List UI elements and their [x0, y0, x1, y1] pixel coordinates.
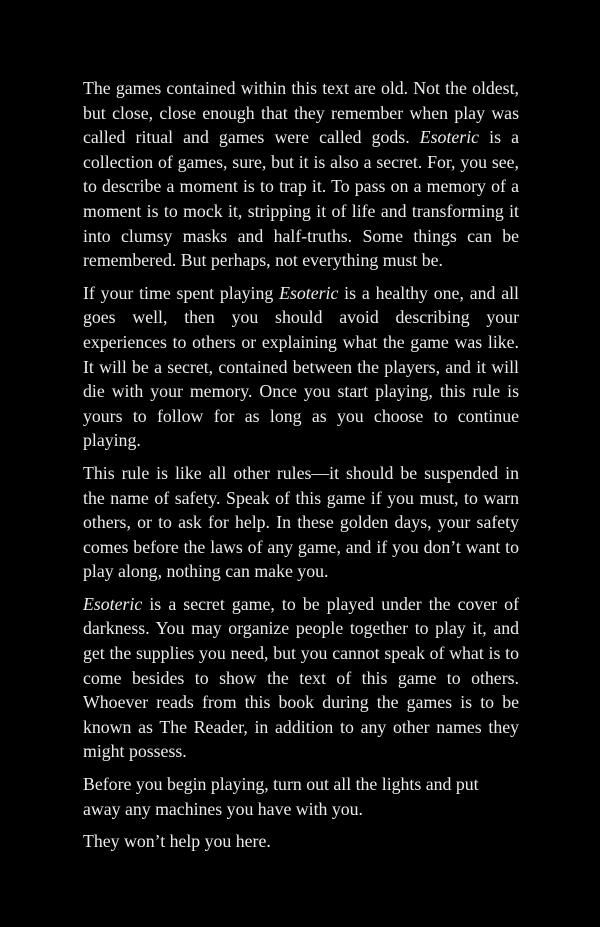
paragraph-intro [83, 76, 519, 273]
game-title-italic: Esoteric [419, 127, 480, 148]
paragraph-text: is a healthy one, and all goes well, then you should avoid describing your experiences to others or explaining what the game was like. It will be a secret, contained between the players, and it will die with your memory. Once you start playing, this rule is yours to follow for as long as you choose to continue playing. [83, 282, 519, 451]
book-page [83, 76, 519, 862]
paragraph-closing [83, 829, 519, 854]
paragraph-safety [83, 461, 519, 584]
paragraph-text: This rule is like all other rules—it should be suspended in the name of safety. Speak of this game if you must, to warn others, or to ask for help. In these golden days, your safety comes before the laws of any game, and if you don’t want to play along, nothing can make you. [83, 462, 519, 582]
paragraph-text: Before you begin playing, turn out all the lights and put away any machines you have with you. [83, 774, 479, 819]
paragraph-darkness [83, 592, 519, 764]
paragraph-text: If your time spent playing [83, 282, 280, 303]
paragraph-secrecy-rule [83, 281, 519, 453]
paragraph-text: The games contained within this text are old. Not the oldest, but close, close enough that they remember when play was called ritual and games were called gods. [83, 78, 519, 148]
game-title-italic: Esoteric [83, 593, 143, 614]
paragraph-text: is a collection of games, sure, but it is also a secret. For, you see, to describe a moment is to trap it. To pass on a memory of a moment is to mock it, stripping it of life and transforming it into clumsy masks and half-truths. Some things can be remembered. But perhaps, not everything must be. [83, 127, 519, 271]
paragraph-lights [83, 772, 519, 821]
paragraph-text: is a secret game, to be played under the cover of darkness. You may organize people together to play it, and get the supplies you need, but you cannot speak of what is to come besides to show the text of this game to others. Whoever reads from this book during the games is to be known as The Reader, in addition to any other names they might possess. [83, 593, 519, 762]
game-title-italic: Esoteric [279, 282, 339, 303]
paragraph-text: They won’t help you here. [83, 831, 271, 852]
